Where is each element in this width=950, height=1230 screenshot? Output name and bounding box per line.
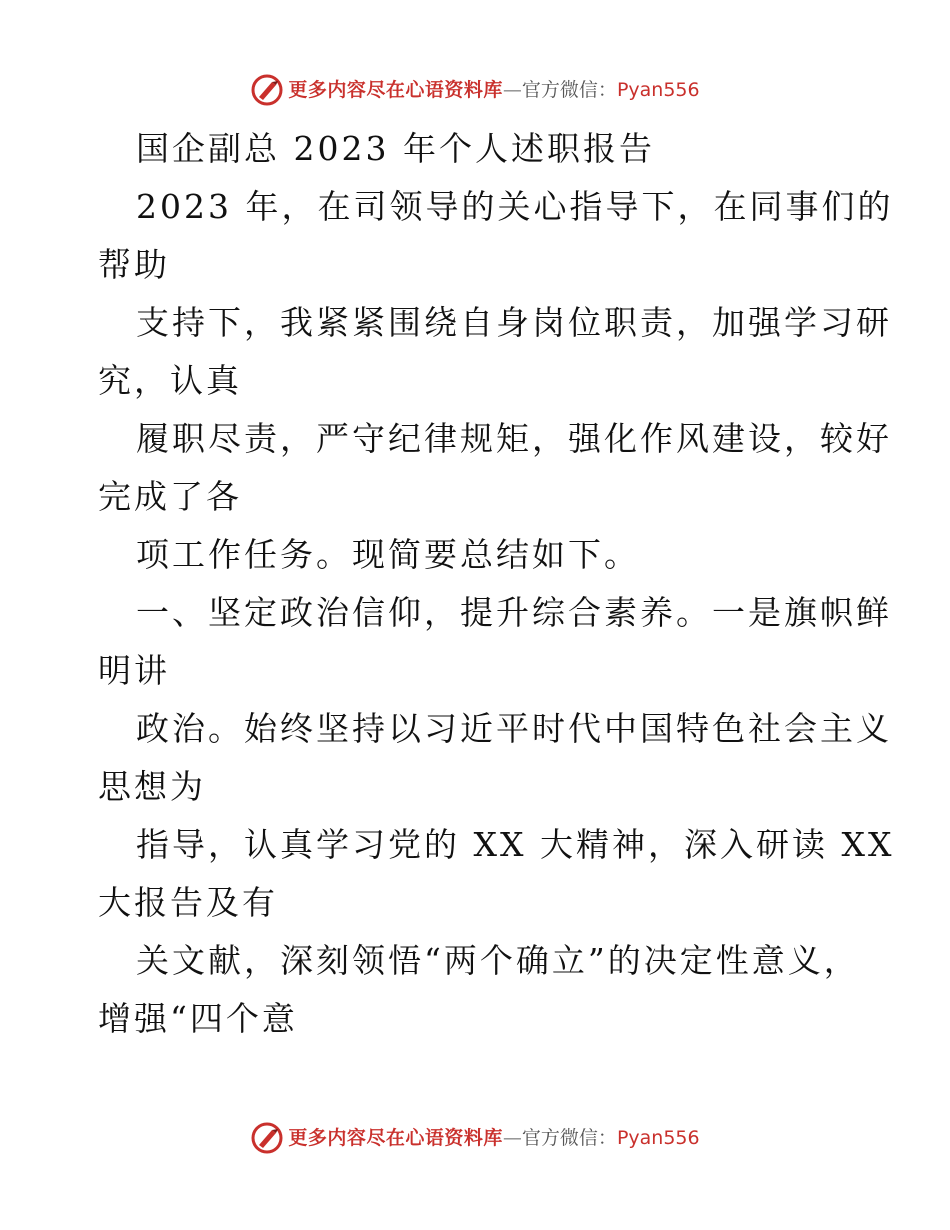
pen-seal-icon: [250, 1121, 284, 1155]
watermark-separator: —: [502, 79, 522, 101]
pen-seal-icon: [250, 73, 284, 107]
watermark-main-text: 更多内容尽在心语资料库: [288, 79, 503, 101]
watermark-separator: —: [502, 1127, 522, 1149]
document-body: [98, 120, 895, 1048]
body-line: 指导，认真学习党的 XX 大精神，深入研读 XX: [136, 825, 895, 864]
body-line: 一、坚定政治信仰，提升综合素养。一是旗帜鲜: [136, 593, 892, 632]
body-line: 履职尽责，严守纪律规矩，强化作风建设，较好: [136, 419, 892, 458]
body-line: 支持下，我紧紧围绕自身岗位职责，加强学习研: [136, 303, 892, 342]
body-line: 明讲: [98, 651, 170, 690]
body-line: 完成了各: [98, 477, 242, 516]
body-line: 帮助: [98, 245, 170, 284]
body-line: 大报告及有: [98, 883, 278, 922]
watermark-main-text: 更多内容尽在心语资料库: [288, 1127, 503, 1149]
body-line: 项工作任务。现简要总结如下。: [136, 535, 640, 574]
watermark-official-text: 官方微信：: [521, 1127, 617, 1149]
watermark-banner-top: [0, 70, 950, 110]
body-line: 2023 年，在司领导的关心指导下，在同事们的: [136, 187, 894, 226]
body-line: 思想为: [98, 767, 206, 806]
body-line: 究，认真: [98, 361, 242, 400]
body-line: 增强“四个意: [98, 999, 298, 1038]
watermark-banner-bottom: [0, 1118, 950, 1158]
body-line: 关文献，深刻领悟“两个确立”的决定性意义，: [136, 941, 860, 980]
watermark-wechat-id: Pyan556: [616, 79, 700, 101]
watermark-wechat-id: Pyan556: [616, 1127, 700, 1149]
document-title: 国企副总 2023 年个人述职报告: [136, 129, 655, 168]
watermark-official-text: 官方微信：: [521, 79, 617, 101]
body-line: 政治。始终坚持以习近平时代中国特色社会主义: [136, 709, 892, 748]
